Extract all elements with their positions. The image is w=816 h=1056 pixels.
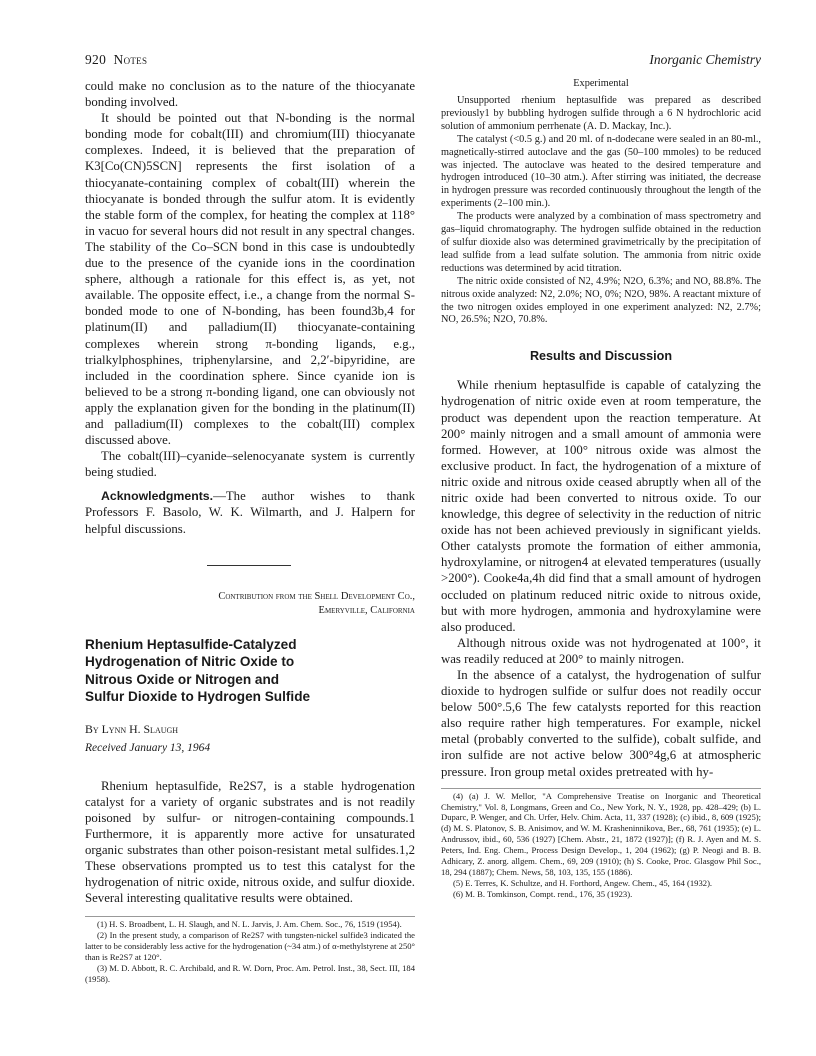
- footnote-rule: [85, 916, 415, 917]
- article-separator-rule: [207, 565, 291, 566]
- footnote-4: (4) (a) J. W. Mellor, "A Comprehensive Treatise on Inorganic and Theoretical Chemistry," Vol. 8, Longmans, Green and Co., New York, N. Y., 1928, pp. 428–429; (b) L. Duparc, P. Wenger, and Ch. Urfer, Helv. Chim. Acta, 11, 337 (1928); (c) ibid., 8, 609 (1925); (d) M. S. Platonov, S. B. Anisimov, and W. M. Krasheninnikova, Ber., 68, 761 (1935); (e) L. Andrussov, ibid., 60, 536 (1927) [Chem. Abstr., 21, 1872 (1927)]; (f) R. J. Ayen and M. S. Peters, Ind. Eng. Chem., Process Design Develop., 1, 204 (1962); (g) P. Neogi and B. B. Adhicary, Z. anorg. allgem. Chem., 69, 209 (1910); (h) S. Cooke, Proc. Glasgow Phil Soc., 18, 294 (1887); Chem. News, 58, 103, 135, 155 (1886).: [441, 790, 761, 877]
- paragraph-continuation: could make no conclusion as to the nature of the thiocyanate bonding involved.: [85, 79, 415, 110]
- title-line-4: Sulfur Dioxide to Hydrogen Sulfide: [85, 689, 311, 705]
- title-line-1: Rhenium Heptasulfide-Catalyzed: [85, 636, 297, 652]
- footnotes-left: [85, 919, 415, 984]
- right-column: [441, 78, 761, 900]
- running-header: [85, 52, 761, 72]
- experimental-paragraph-3: The products were analyzed by a combination of mass spectrometry and gas–liquid chromatography. The hydrogen sulfide obtained in the reduction of sulfur dioxide also was determined gravimetrically by the precipitation of lead sulfide from a lead sulfate solution. The ammonia from nitric oxide reductions was determined by acid titration.: [441, 211, 761, 274]
- paragraph-bonding: It should be pointed out that N-bonding is the normal bonding mode for cobalt(III) and chromium(III) thiocyanate complexes. Indeed, it is believed that the preparation of K3[Co(CN)5SCN] represents the first isolation of a thiocyanate-containing complex of cobalt(III) wherein the thiocyanate is bonded through the sulfur atom. It is evidently the stable form of the complex, for heating the complex at 118° in vacuo for several hours did not result in any spectral changes. The stability of the Co–SCN bond in this case is undoubtedly due to the presence of the cyanide ions in the coordination sphere, although a rationale for this effect is, as yet, not available. The opposite effect, i.e., a change from the normal S-bonded mode to one of N-bonding, has been found3b,4 for platinum(II) and palladium(II) thiocyanate-containing complexes wherein strong π-bonding ligands, e.g., trialkylphosphines, triphenylarsine, and 2,2′-bipyridine, are included in the coordination sphere. Since cyanide ion is believed to be a strong π-bonding ligand, one can obviously not apply the explanation given for the bonding in the platinum(II) and palladium(II) complexes to the cobalt(III) complex discussed above.: [85, 111, 415, 448]
- intro-paragraph: Rhenium heptasulfide, Re2S7, is a stable hydrogenation catalyst for a variety of organic substrates and is not readily poisoned by sulfur- or nitrogen-containing compounds.1 Furthermore, it is apparently more active for unsaturated organic substrates than other poison-resistant metal sulfides.1,2 These observations prompted us to test this catalyst for the hydrogenation of nitric oxide, nitrous oxide, and sulfur dioxide. Several interesting qualitative results were obtained.: [85, 778, 415, 906]
- author-byline: By Lynn H. Slaugh: [85, 721, 179, 736]
- paragraph-selenocyanate: The cobalt(III)–cyanide–selenocyanate system is currently being studied.: [85, 449, 415, 480]
- footnote-rule-right: [441, 788, 761, 789]
- received-date: Received January 13, 1964: [85, 741, 211, 754]
- experimental-heading: Experimental: [573, 78, 629, 89]
- journal-name: Inorganic Chemistry: [649, 52, 761, 67]
- page-header-left: [85, 52, 147, 68]
- acknowledgments-text: —The author wishes to thank Professors F. Basolo, W. K. Wilmarth, and J. Halpern for helpful discussions.: [85, 489, 415, 536]
- section-label: Notes: [113, 52, 148, 67]
- experimental-paragraph-4: The nitric oxide consisted of N2, 4.9%; N2O, 6.3%; and NO, 88.8%. The nitrous oxide analyzed: N2, 2.0%; NO, 0%; N2O, 98%. A reactant mixture of the two nitrogen oxides employed in one experiment analyzed: N2, 2.7%; NO, 26.5%; N2O, 70.8%.: [441, 275, 761, 326]
- footnote-2: (2) In the present study, a comparison of Re2S7 with tungsten-nickel sulfide3 indicated the latter to be considerably less active for the hydrogenation (~34 atm.) of α-methylstyrene at 250° than is Re2S7 at 120°.: [85, 930, 415, 963]
- footnotes-right: [441, 791, 761, 900]
- experimental-paragraph-1: Unsupported rhenium heptasulfide was prepared as described previously1 by bubbling hydrogen sulfide through a 6 N hydrochloric acid solution of ammonium perrhenate (A. D. Mackay, Inc.).: [441, 95, 761, 132]
- footnote-1: (1) H. S. Broadbent, L. H. Slaugh, and N. L. Jarvis, J. Am. Chem. Soc., 76, 1519 (1954).: [97, 919, 402, 930]
- results-section: [441, 377, 761, 779]
- contribution-affiliation: [85, 590, 415, 618]
- experimental-section: [441, 95, 761, 327]
- left-column: [85, 78, 415, 985]
- page-number: 920: [85, 52, 107, 67]
- footnote-3: (3) M. D. Abbott, R. C. Archibald, and R. W. Dorn, Proc. Am. Petrol. Inst., 38, Sect. III, 184 (1958).: [85, 963, 415, 984]
- title-line-2: Hydrogenation of Nitric Oxide to: [85, 654, 295, 670]
- contribution-line-2: Emeryville, California: [318, 604, 415, 616]
- results-paragraph-1: While rhenium heptasulfide is capable of catalyzing the hydrogenation of nitric oxide even at room temperature, the product was dependent upon the reaction temperature. At 200° mainly nitrogen and a small amount of ammonia were formed. However, at 100° nitrous oxide was almost the exclusive product. In fact, the hydrogenation of a mixture of nitric oxide and nitrous oxide ceased abruptly when all of the nitric oxide had been converted to nitrous oxide. To our knowledge, this degree of selectivity in the reduction of nitric oxide has not been achieved previously in significant yields. Other catalysts promote the formation of either ammonia, hydroxylamine, or nitrogen4 at elevated temperatures (usually >200°). Cooke4a,4h did find that a small amount of hydrogen occluded on platinum reduced nitric oxide to nitrous oxide, but with more hydrogen, ammonia and hydroxylamine were also produced.: [441, 378, 761, 634]
- footnote-6: (6) M. B. Tomkinson, Compt. rend., 176, 35 (1923).: [453, 888, 633, 899]
- footnote-5: (5) E. Terres, K. Schultze, and H. Forthord, Angew. Chem., 45, 164 (1932).: [453, 877, 713, 888]
- contribution-line-1: Contribution from the Shell Development Co.,: [218, 590, 415, 602]
- acknowledgments-heading: Acknowledgments.: [101, 489, 214, 504]
- results-heading: Results and Discussion: [529, 349, 673, 364]
- title-line-3: Nitrous Oxide or Nitrogen and: [85, 671, 280, 687]
- results-paragraph-2: Although nitrous oxide was not hydrogenated at 100°, it was readily reduced at 200° to mainly nitrogen.: [441, 635, 761, 666]
- experimental-paragraph-2: The catalyst (<0.5 g.) and 20 ml. of n-dodecane were sealed in an 80-ml., magnetically-stirred autoclave and the gas (50–100 mmoles) to be reduced was injected. The autoclave was heated to the desired temperature and hydrogen introduced (10–30 atm.). After stirring was initiated, the decrease in hydrogen pressure was recorded continuously throughout the length of the experiments (2–100 min.).: [441, 133, 761, 210]
- results-paragraph-3: In the absence of a catalyst, the hydrogenation of sulfur dioxide to hydrogen sulfide or sulfur does not readily occur below 500°.5,6 The few catalysts reported for this reaction also require rather high temperatures. For example, nickel metal (probably converted to the sulfide), cobalt sulfide, and iron sulfide are not active below 300°4g,6 at atmospheric pressure. Iron group metal oxides pretreated with hy-: [441, 668, 761, 779]
- article-title: [85, 636, 415, 706]
- acknowledgments: [85, 488, 415, 536]
